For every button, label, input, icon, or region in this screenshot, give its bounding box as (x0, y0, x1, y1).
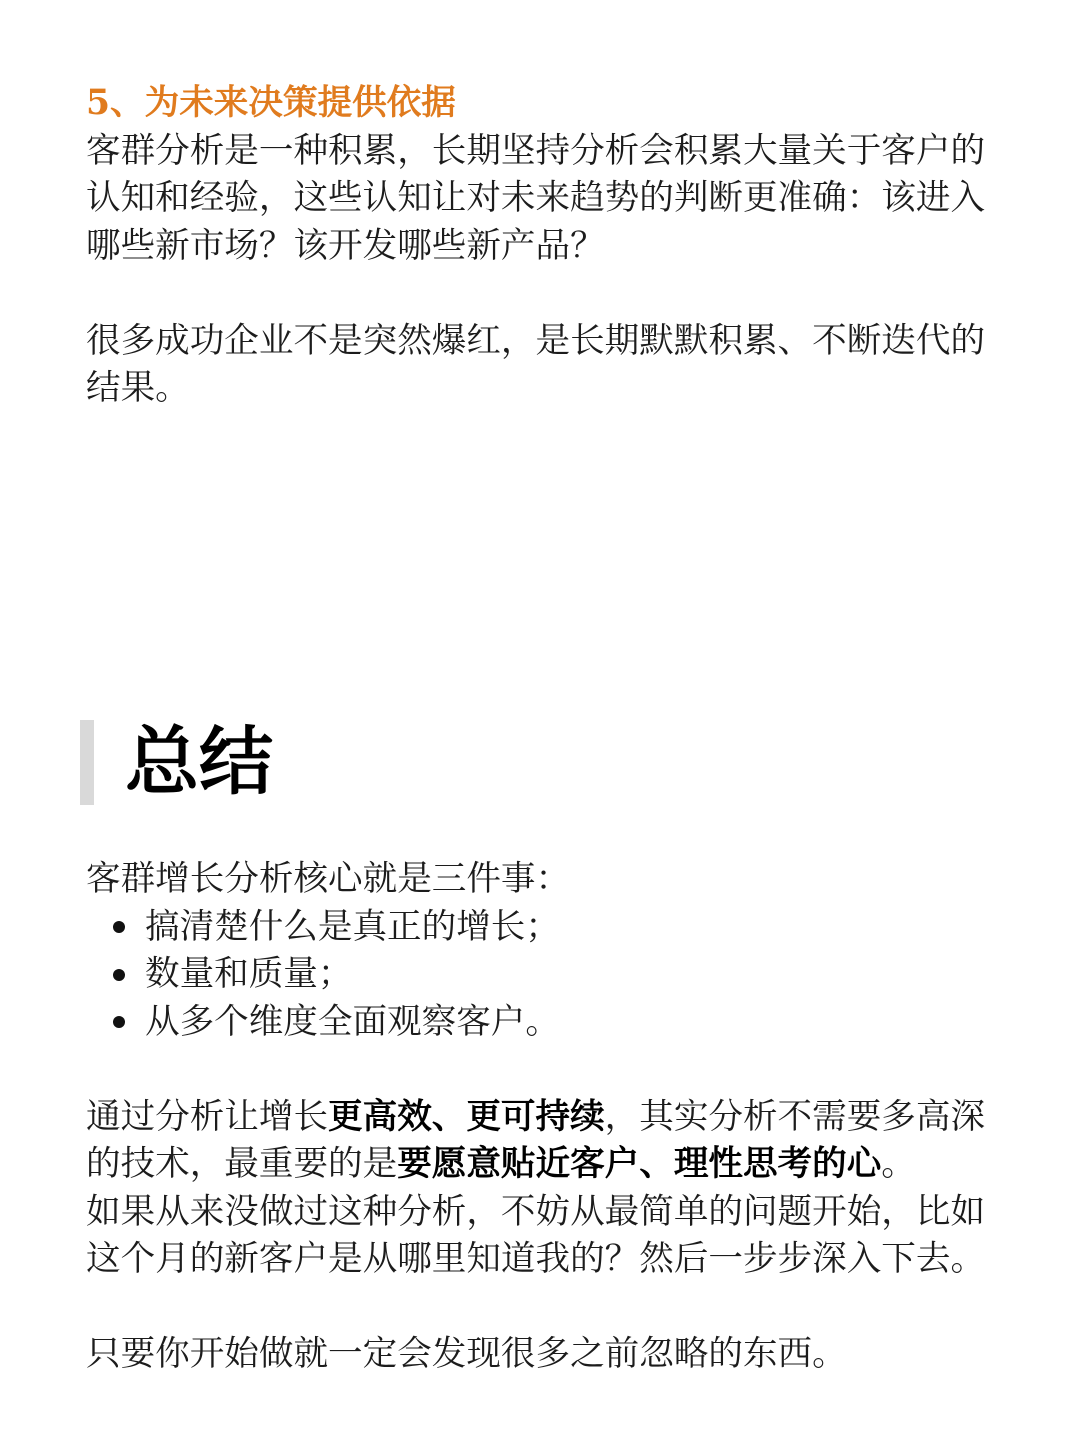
paragraph-efficiency (86, 1094, 1006, 1189)
section-summary (86, 856, 1006, 1379)
text-segment: 通过分析让增长 (86, 1096, 329, 1137)
bullet-dot (113, 1016, 125, 1028)
text-segment: 的技术，最重要的是 (86, 1144, 398, 1184)
emphasis-text: 更高效、更可持续 (328, 1096, 605, 1137)
text-line: 很多成功企业不是突然爆红，是长期默默积累、不断迭代的 (86, 320, 986, 361)
list-item-text: 从多个维度全面观察客户。 (145, 1001, 560, 1042)
emphasis-text: 要愿意贴近客户、理性思考的心 (397, 1144, 882, 1184)
section-future-decisions (86, 80, 1006, 413)
bullet-dot (113, 921, 125, 933)
paragraph-accumulation (86, 128, 1006, 271)
text-line: 客群分析是一种积累，长期坚持分析会积累大量关于客户的 (86, 130, 986, 171)
text-line: 结果。 (86, 368, 190, 408)
paragraph-closing (86, 1331, 1006, 1379)
list-item (86, 951, 1006, 999)
paragraph-start-simple (86, 1189, 1006, 1284)
heading-accent-bar (80, 720, 94, 805)
text-segment: ，其实分析不需要多高深 (604, 1096, 986, 1137)
list-item-text: 数量和质量； (145, 954, 353, 994)
summary-intro: 客群增长分析核心就是三件事： (86, 859, 571, 899)
text-line: 认知和经验，这些认知让对未来趋势的判断更准确：该进入 (86, 178, 986, 218)
bullet-dot (113, 969, 125, 981)
text-line: 只要你开始做就一定会发现很多之前忽略的东西。 (86, 1334, 847, 1374)
section-heading: 5、为未来决策提供依据 (86, 83, 456, 123)
list-item (86, 999, 1006, 1047)
text-line: 如果从来没做过这种分析，不妨从最简单的问题开始，比如 (86, 1191, 986, 1232)
paragraph-success (86, 318, 1006, 413)
text-line (86, 1141, 1006, 1189)
text-line (86, 1094, 1006, 1142)
text-line: 哪些新市场？该开发哪些新产品？ (86, 225, 605, 266)
summary-heading: 总结 (125, 719, 273, 805)
text-line: 这个月的新客户是从哪里知道我的？然后一步步深入下去。 (86, 1239, 986, 1279)
list-item (86, 904, 1006, 952)
summary-bullet-list (86, 904, 1006, 1047)
list-item-text: 搞清楚什么是真正的增长； (145, 906, 560, 947)
text-segment: 。 (881, 1144, 916, 1184)
